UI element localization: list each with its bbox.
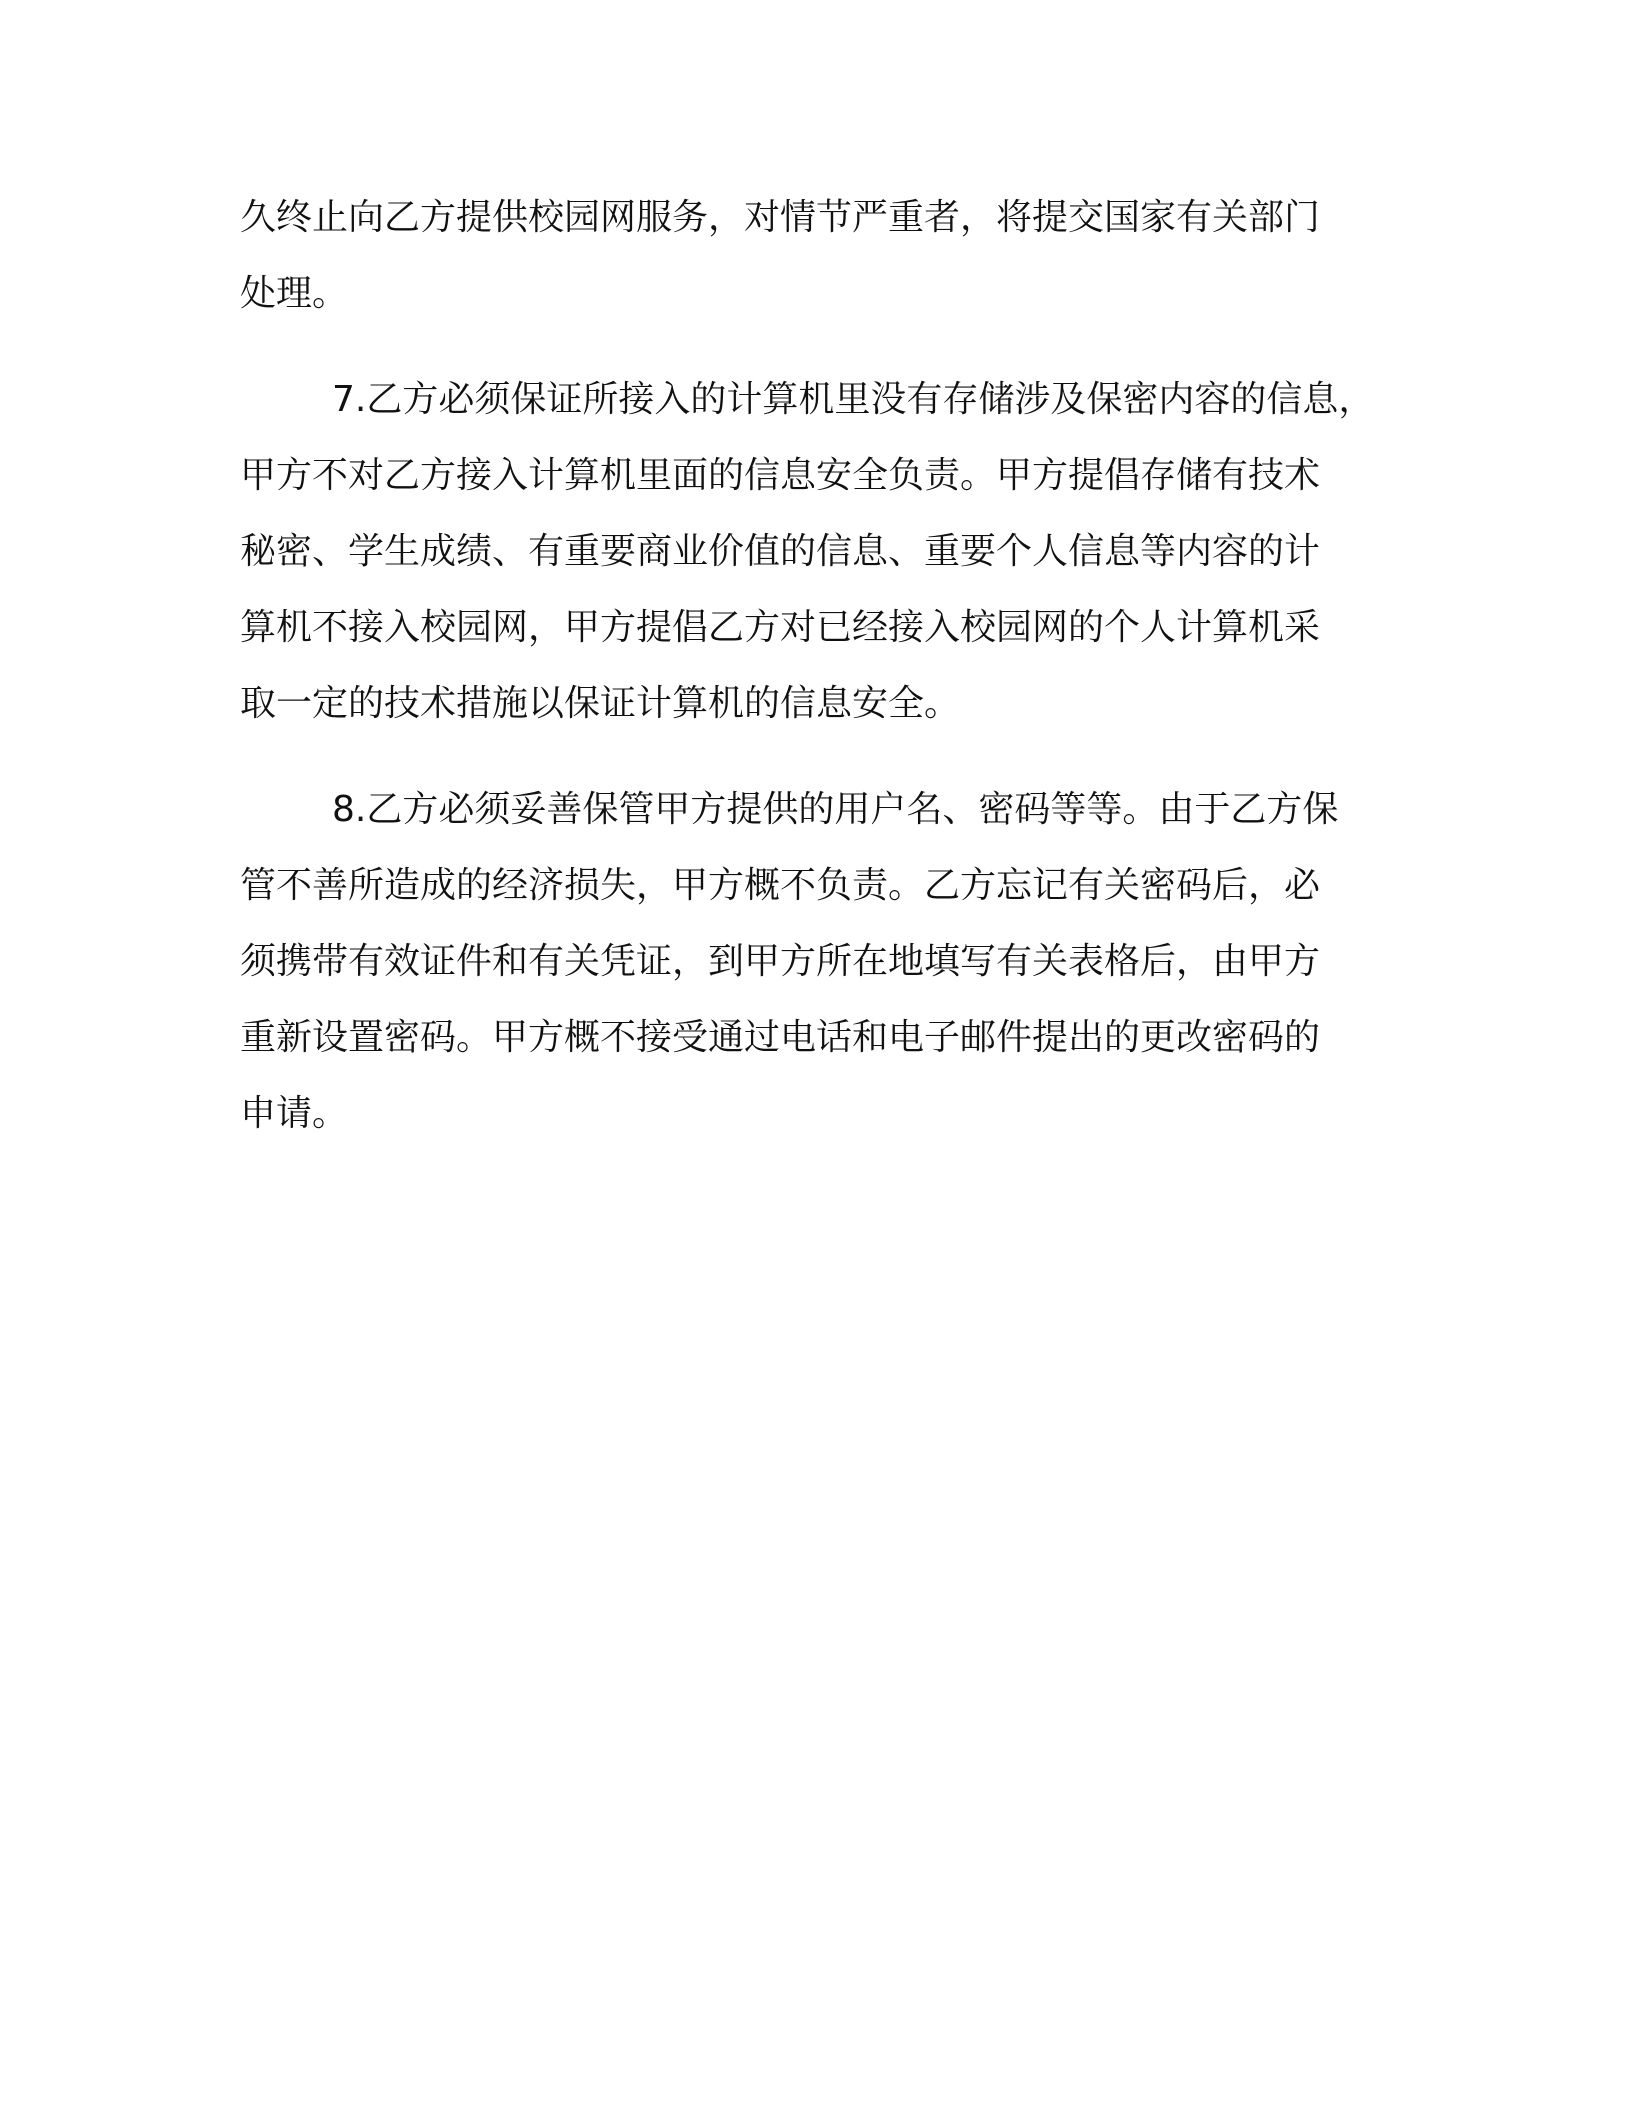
text-line: 取一定的技术措施以保证计算机的信息安全。: [240, 683, 961, 724]
paragraph-7: [240, 362, 1400, 742]
text-line: 管不善所造成的经济损失，甲方概不负责。乙方忘记有关密码后，必: [240, 865, 1321, 906]
text-line-first: 7.乙方必须保证所接入的计算机里没有存储涉及保密内容的信息，: [332, 379, 1375, 420]
paragraph-spacer: [240, 742, 1400, 772]
paragraph-6-continuation: [240, 180, 1400, 332]
paragraph-8: [240, 772, 1400, 1152]
text-line: 秘密、学生成绩、有重要商业价值的信息、重要个人信息等内容的计: [240, 531, 1321, 572]
text-line: 重新设置密码。甲方概不接受通过电话和电子邮件提出的更改密码的: [240, 1017, 1321, 1058]
text-line: 甲方不对乙方接入计算机里面的信息安全负责。甲方提倡存储有技术: [240, 455, 1321, 496]
text-line: 须携带有效证件和有关凭证，到甲方所在地填写有关表格后，由甲方: [240, 941, 1321, 982]
text-line-first: 8.乙方必须妥善保管甲方提供的用户名、密码等等。由于乙方保: [332, 789, 1339, 830]
text-line: 算机不接入校园网，甲方提倡乙方对已经接入校园网的个人计算机采: [240, 607, 1321, 648]
paragraph-spacer: [240, 332, 1400, 362]
text-line: 处理。: [240, 273, 349, 314]
document-body: [240, 180, 1400, 1152]
text-line: 久终止向乙方提供校园网服务，对情节严重者，将提交国家有关部门: [240, 197, 1321, 238]
text-line: 申请。: [240, 1093, 349, 1134]
